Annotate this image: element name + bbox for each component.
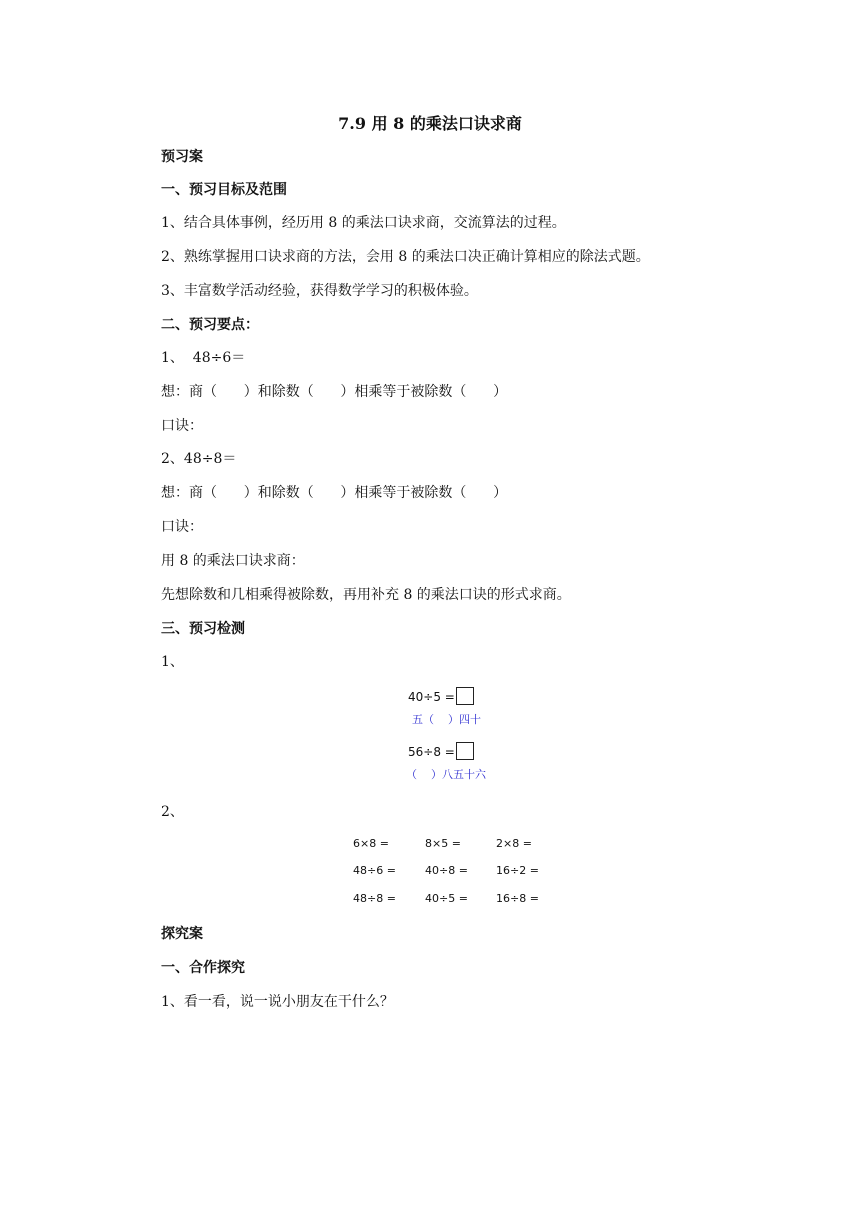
point-2-rhyme: 口诀： bbox=[161, 519, 203, 535]
point-1-rhyme: 口诀： bbox=[161, 418, 203, 434]
check-q2-label: 2、 bbox=[161, 804, 184, 820]
point-1-think: 想：商（ ）和除数（ ）相乘等于被除数（ ） bbox=[161, 384, 508, 400]
answer-box-2 bbox=[456, 742, 474, 760]
goal-3: 3、丰富数学活动经验，获得数学学习的积极体验。 bbox=[161, 283, 478, 299]
point-1-equation: 1、 48÷6＝ bbox=[161, 350, 246, 366]
figure-hint-2: （ ）八五十六 bbox=[406, 768, 486, 781]
explore-q1: 1、看一看，说一说小朋友在干什么？ bbox=[161, 994, 394, 1010]
point-2-equation: 2、48÷8＝ bbox=[161, 451, 237, 467]
grid-cell: 6×8 = bbox=[353, 837, 389, 850]
method-text: 先想除数和几相乘得被除数，再用补充 8 的乘法口诀的形式求商。 bbox=[161, 587, 571, 603]
point-2-think: 想：商（ ）和除数（ ）相乘等于被除数（ ） bbox=[161, 485, 508, 501]
goal-2: 2、熟练掌握用口诀求商的方法，会用 8 的乘法口决正确计算相应的除法式题。 bbox=[161, 249, 650, 265]
grid-cell: 16÷8 = bbox=[496, 892, 539, 905]
grid-cell: 48÷8 = bbox=[353, 892, 396, 905]
grid-cell: 16÷2 = bbox=[496, 864, 539, 877]
heading-cooperate: 一、合作探究 bbox=[161, 960, 245, 976]
answer-box-1 bbox=[456, 687, 474, 705]
grid-cell: 40÷8 = bbox=[425, 864, 468, 877]
figure-eq-1: 40÷5 = bbox=[408, 690, 455, 704]
grid-cell: 40÷5 = bbox=[425, 892, 468, 905]
section-explore: 探究案 bbox=[161, 926, 203, 942]
figure-eq-2: 56÷8 = bbox=[408, 745, 455, 759]
method-heading: 用 8 的乘法口诀求商： bbox=[161, 553, 305, 569]
grid-cell: 2×8 = bbox=[496, 837, 532, 850]
check-q1-label: 1、 bbox=[161, 654, 184, 670]
grid-cell: 48÷6 = bbox=[353, 864, 396, 877]
goal-1: 1、结合具体事例，经历用 8 的乘法口诀求商，交流算法的过程。 bbox=[161, 215, 566, 231]
grid-cell: 8×5 = bbox=[425, 837, 461, 850]
heading-check: 三、预习检测 bbox=[161, 621, 245, 637]
heading-goals: 一、预习目标及范围 bbox=[161, 182, 287, 198]
heading-key-points: 二、预习要点： bbox=[161, 317, 259, 333]
figure-hint-1: 五（ ）四十 bbox=[412, 713, 481, 726]
document-title: 7.9 用 8 的乘法口诀求商 bbox=[338, 114, 522, 133]
section-preview: 预习案 bbox=[161, 149, 203, 165]
